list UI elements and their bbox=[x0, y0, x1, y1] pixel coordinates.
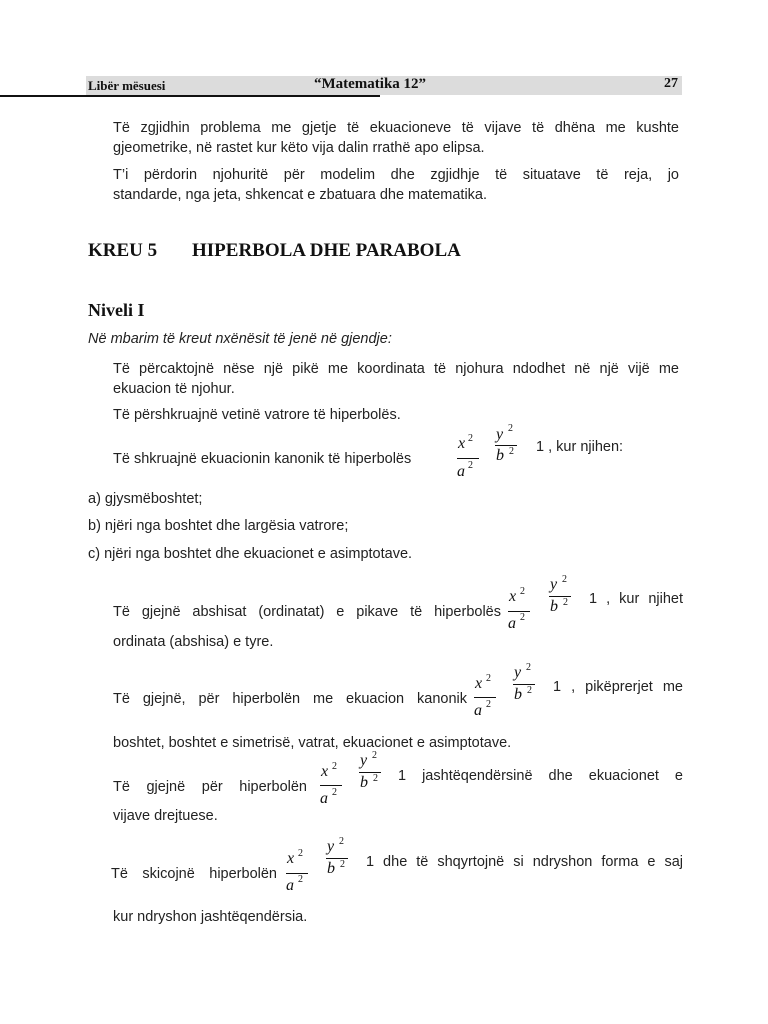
objective-6-text: Të gjejnë për hiperbolën bbox=[113, 779, 307, 795]
intro-paragraph-2-line-1: T’i përdorin njohuritë për modelim dhe zgjidhje të situatave të reja, jo bbox=[113, 167, 679, 183]
hyperbola-formula-3: x 2 a 2 y 2 b 2 bbox=[472, 662, 562, 722]
page-number: 27 bbox=[664, 76, 678, 91]
intro-paragraph-1-line-2: gjeometrike, në rastet kur këto vija dalin rrathë apo elipsa. bbox=[113, 140, 485, 156]
objective-1-line-1: Të përcaktojnë nëse një pikë me koordinata të njohura ndodhet në një vijë me bbox=[113, 361, 679, 377]
intro-paragraph-1-line-1: Të zgjidhin problema me gjetje të ekuacioneve të vijave të dhëna me kushte bbox=[113, 120, 679, 136]
objective-6-tail: 1 jashtëqendërsinë dhe ekuacionet e bbox=[398, 768, 683, 784]
hyperbola-formula-1: x 2 a 2 y 2 b 2 bbox=[455, 423, 545, 483]
objective-7-line-2: kur ndryshon jashtëqendërsia. bbox=[113, 909, 308, 925]
header-rule bbox=[0, 95, 380, 97]
objective-4-line-2: ordinata (abshisa) e tyre. bbox=[113, 634, 274, 650]
objective-5-tail: 1 , pikëprerjet me bbox=[553, 679, 683, 695]
objective-3-text: Të shkruajnë ekuacionin kanonik të hiperbolës bbox=[113, 451, 412, 467]
objective-4-tail: 1 , kur njihet bbox=[589, 591, 683, 607]
header-book-title: “Matematika 12” bbox=[314, 76, 427, 92]
chapter-number: KREU 5 bbox=[88, 240, 158, 261]
chapter-title: HIPERBOLA DHE PARABOLA bbox=[192, 240, 461, 261]
sub-item-c: c) njëri nga boshtet dhe ekuacionet e asimptotave. bbox=[88, 546, 413, 562]
hyperbola-formula-5: x 2 a 2 y 2 b 2 bbox=[284, 836, 364, 896]
hyperbola-formula-4: x 2 a 2 y 2 b 2 bbox=[318, 750, 398, 810]
level-intro: Në mbarim të kreut nxënësit të jenë në gjendje: bbox=[88, 331, 392, 347]
level-title: Niveli I bbox=[88, 300, 145, 320]
objective-2: Të përshkruajnë vetinë vatrore të hiperbolës. bbox=[113, 407, 401, 423]
objective-5-line-2: boshtet, boshtet e simetrisë, vatrat, ekuacionet e asimptotave. bbox=[113, 735, 512, 751]
objective-4-text: Të gjejnë abshisat (ordinatat) e pikave të hiperbolës bbox=[113, 604, 501, 620]
objective-7-text: Të skicojnë hiperbolën bbox=[111, 866, 277, 882]
objective-5-text: Të gjejnë, për hiperbolën me ekuacion kanonik bbox=[113, 691, 467, 707]
sub-item-b: b) njëri nga boshtet dhe largësia vatrore; bbox=[88, 518, 349, 534]
objective-3-tail: 1 , kur njihen: bbox=[536, 439, 624, 455]
sub-item-a: a) gjysmëboshtet; bbox=[88, 491, 203, 507]
objective-1-line-2: ekuacion të njohur. bbox=[113, 381, 235, 397]
hyperbola-formula-2: x 2 a 2 y 2 b 2 bbox=[506, 574, 596, 634]
intro-paragraph-2-line-2: standarde, nga jeta, shkencat e zbatuara dhe matematika. bbox=[113, 187, 488, 203]
objective-6-line-2: vijave drejtuese. bbox=[113, 808, 218, 824]
header-book-label: Libër mësuesi bbox=[88, 78, 166, 93]
objective-7-tail: 1 dhe të shqyrtojnë si ndryshon forma e saj bbox=[366, 854, 683, 870]
